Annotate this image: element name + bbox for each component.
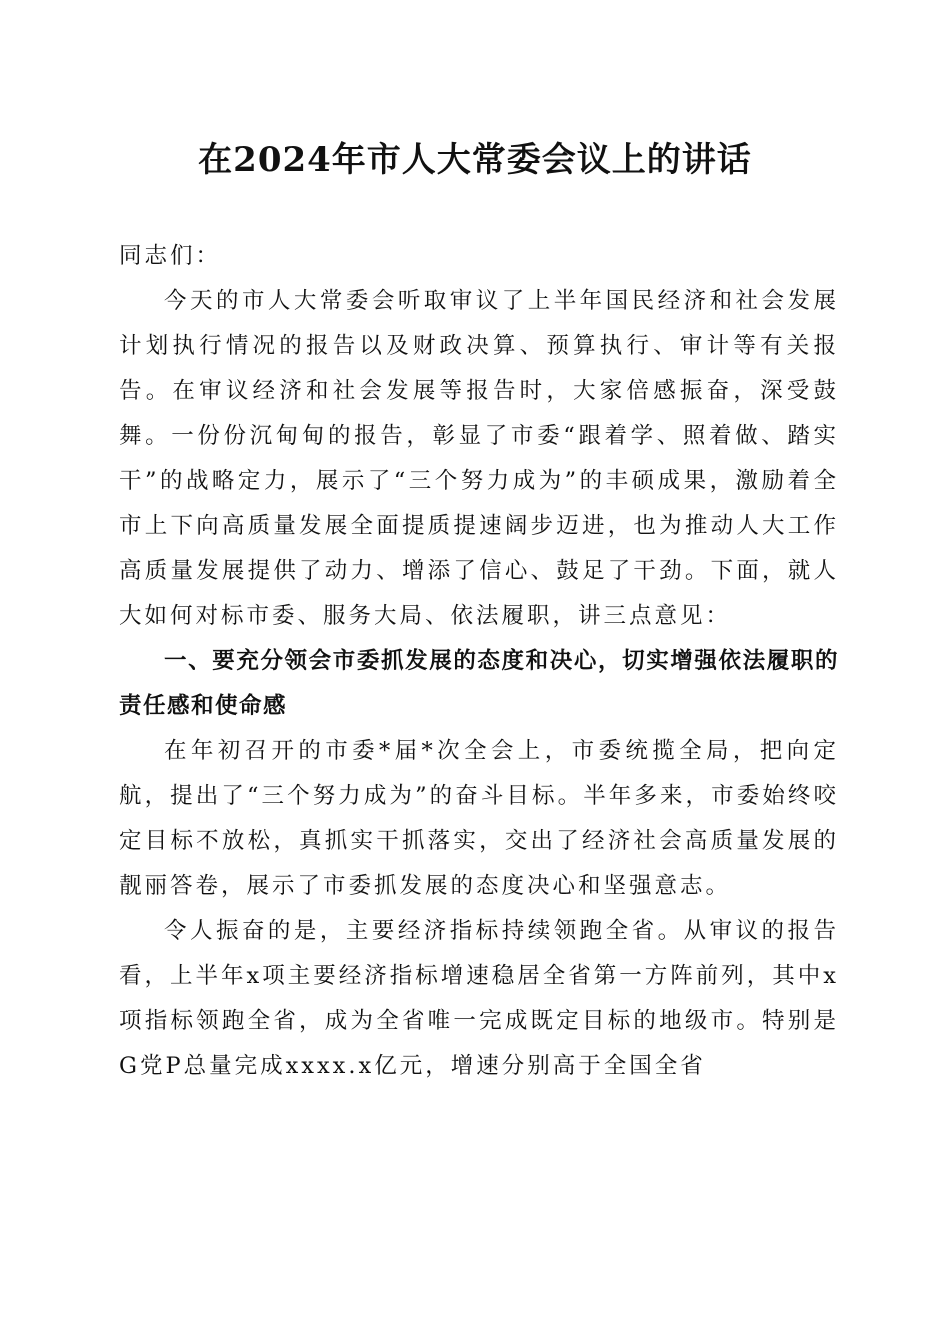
intro-paragraph: 今天的市人大常委会听取审议了上半年国民经济和社会发展计划执行情况的报告以及财政决算、预算执行、审计等有关报告。在审议经济和社会发展等报告时，大家倍感振奋，深受鼓舞。一份份沉甸甸的报告，彰显了市委“跟着学、照着做、踏实干”的战略定力，展示了“三个努力成为”的丰硕成果，激励着全市上下向高质量发展全面提质提速阔步迈进，也为推动人大工作高质量发展提供了动力、增添了信心、鼓足了干劲。下面，就人大如何对标市委、服务大局、依法履职，讲三点意见： <box>119 288 839 629</box>
section-paragraph-2: 令人振奋的是，主要经济指标持续领跑全省。从审议的报告看，上半年x项主要经济指标增速稳居全省第一方阵前列，其中x项指标领跑全省，成为全省唯一完成既定目标的地级市。特别是G党P总量完成xxxx.x亿元，增速分别高于全国全省 <box>119 918 839 1079</box>
salutation: 同志们： <box>119 243 222 269</box>
document-title: 在2024年市人大常委会议上的讲话 <box>198 140 752 180</box>
section-heading: 一、要充分领会市委抓发展的态度和决心，切实增强依法履职的责任感和使命感 <box>119 648 839 719</box>
document-body <box>119 234 839 1089</box>
section-paragraph-1: 在年初召开的市委*届*次全会上，市委统揽全局，把向定航，提出了“三个努力成为”的奋斗目标。半年多来，市委始终咬定目标不放松，真抓实干抓落实，交出了经济社会高质量发展的靓丽答卷，展示了市委抓发展的态度决心和坚强意志。 <box>119 738 839 899</box>
